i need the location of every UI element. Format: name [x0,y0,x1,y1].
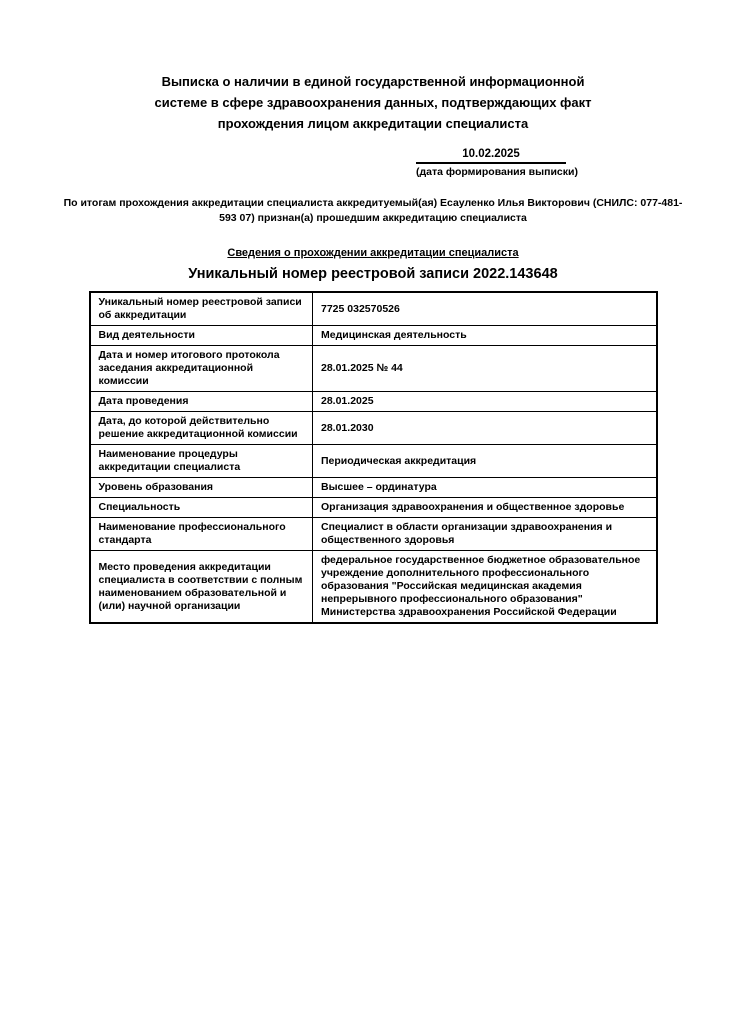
row-label: Дата, до которой действительно решение аккредитационной комиссии [90,412,313,445]
row-label: Уникальный номер реестровой записи об аккредитации [90,292,313,326]
row-value: Медицинская деятельность [313,326,657,346]
record-number-heading: Уникальный номер реестровой записи 2022.143648 [188,266,558,282]
intro-paragraph [0,196,746,226]
issue-date: 10.02.2025 [416,147,566,164]
document-title [0,0,746,134]
accreditation-table [89,291,658,624]
row-label: Уровень образования [90,478,313,498]
row-label: Специальность [90,498,313,518]
row-label: Дата проведения [90,392,313,412]
row-value: Высшее – ординатура [313,478,657,498]
row-value: 28.01.2025 № 44 [313,346,657,392]
row-label: Вид деятельности [90,326,313,346]
section-heading: Сведения о прохождении аккредитации специалиста [227,247,519,259]
title-line: Выписка о наличии в единой государственной информационной [161,74,585,89]
intro-line: По итогам прохождения аккредитации специалиста аккредитуемый(ая) Есауленко Илья Викторович (СНИЛС: 077-481- [63,197,683,209]
table-row [90,445,657,478]
row-value: Специалист в области организации здравоохранения и общественного здоровья [313,518,657,551]
row-value: 28.01.2025 [313,392,657,412]
table-row [90,478,657,498]
row-label: Наименование процедуры аккредитации специалиста [90,445,313,478]
row-value: 7725 032570526 [313,292,657,326]
table-row [90,498,657,518]
table-row [90,551,657,624]
table-row [90,518,657,551]
issue-date-caption: (дата формирования выписки) [416,166,578,178]
row-value: Периодическая аккредитация [313,445,657,478]
row-label: Место проведения аккредитации специалиста в соответствии с полным наименованием образовательной и (или) научной организации [90,551,313,624]
row-value: Организация здравоохранения и общественное здоровье [313,498,657,518]
title-line: прохождения лицом аккредитации специалиста [217,116,529,131]
intro-line: 593 07) признан(а) прошедшим аккредитацию специалиста [219,212,527,224]
table-row [90,346,657,392]
table-row [90,326,657,346]
table-row [90,412,657,445]
table-row [90,392,657,412]
row-value: 28.01.2030 [313,412,657,445]
title-line: системе в сфере здравоохранения данных, подтверждающих факт [154,95,592,110]
row-label: Дата и номер итогового протокола заседания аккредитационной комиссии [90,346,313,392]
row-label: Наименование профессионального стандарта [90,518,313,551]
issue-date-block [416,147,578,179]
row-value: федеральное государственное бюджетное образовательное учреждение дополнительного профессионального образования "Российская медицинская академия непрерывного профессионального образования" Министерства здравоохранения Российской Федерации [313,551,657,624]
table-row [90,292,657,326]
